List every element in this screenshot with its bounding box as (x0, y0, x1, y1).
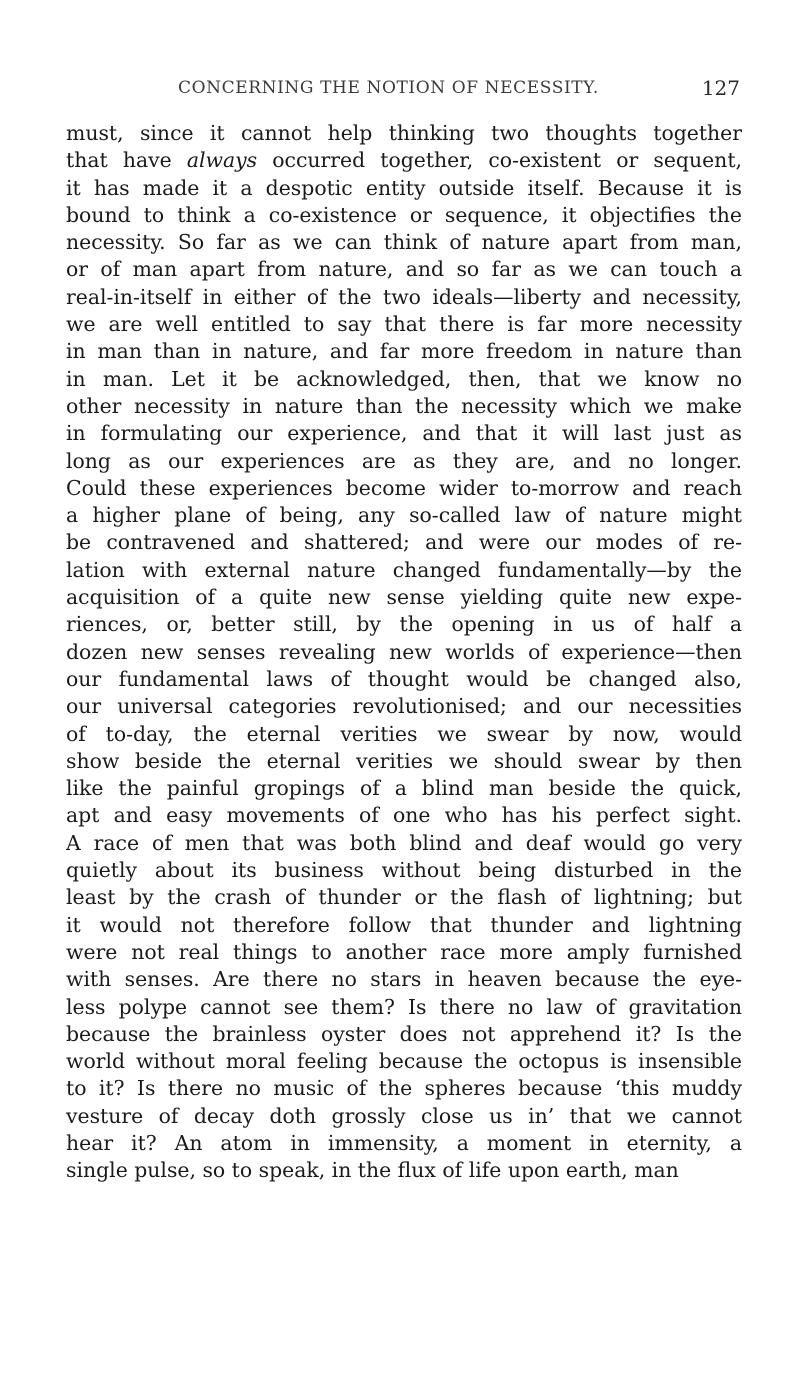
text-line: dozen new senses revealing new worlds of experience—then (66, 639, 742, 664)
text-line: were not real things to another race more amply furnished (66, 939, 742, 964)
text-line: in man. Let it be acknowledged, then, that we know no (66, 366, 742, 391)
book-page (66, 78, 742, 1185)
text-line: world without moral feeling because the octopus is insensible (66, 1049, 742, 1074)
text-line: in man than in nature, and far more freedom in nature than (66, 339, 742, 364)
text-line: bound to think a co-existence or sequence, it objectifies the (66, 202, 742, 227)
text-line: of to-day, the eternal verities we swear by now, would (66, 721, 742, 746)
text-line: we are well entitled to say that there is far more necessity (66, 312, 742, 337)
text-line: quietly about its business without being disturbed in the (66, 858, 742, 883)
text-line: it would not therefore follow that thunder and lightning (66, 912, 742, 937)
text-line: less polype cannot see them? Is there no law of gravitation (66, 994, 742, 1019)
text-line: to it? Is there no music of the spheres because ‘this muddy (66, 1076, 742, 1101)
text-line: A race of men that was both blind and deaf would go very (66, 830, 742, 855)
text-line: it has made it a despotic entity outside itself. Because it is (66, 175, 742, 200)
text-line: be contravened and shattered; and were our modes of re- (66, 530, 742, 555)
text-line: acquisition of a quite new sense yielding quite new expe- (66, 585, 742, 610)
emphasized-word: always (186, 148, 258, 173)
running-title: CONCERNING THE NOTION OF NECESSITY. (178, 78, 599, 98)
text-line: riences, or, better still, by the opening in us of half a (66, 612, 742, 637)
text-line: a higher plane of being, any so-called law of nature might (66, 503, 742, 528)
text-line: necessity. So far as we can think of nature apart from man, (66, 230, 742, 255)
text-line: or of man apart from nature, and so far as we can touch a (66, 257, 742, 282)
text-line: like the painful gropings of a blind man beside the quick, (66, 776, 742, 801)
text-line: show beside the eternal verities we should swear by then (66, 748, 742, 773)
text-line: least by the crash of thunder or the flash of lightning; but (66, 885, 742, 910)
text-line: our fundamental laws of thought would be changed also, (66, 666, 742, 691)
text-line: because the brainless oyster does not apprehend it? Is the (66, 1021, 742, 1046)
text-line: must, since it cannot help thinking two thoughts together (66, 121, 742, 145)
text-line: single pulse, so to speak, in the flux of life upon earth, man (66, 1158, 679, 1183)
text-line: other necessity in nature than the necessity which we make (66, 393, 742, 418)
running-head (66, 78, 742, 106)
text-line: in formulating our experience, and that it will last just as (66, 421, 742, 446)
text-segment: that have (66, 148, 187, 173)
text-line: our universal categories revolutionised; and our necessities (66, 694, 742, 719)
text-segment: occurred together, co-existent or sequent, (257, 148, 742, 173)
text-line: vesture of decay doth grossly close us in’ that we cannot (66, 1103, 742, 1128)
page-number: 127 (701, 76, 740, 100)
body-text (66, 120, 742, 1185)
text-line: real-in-itself in either of the two ideals—liberty and necessity, (66, 284, 742, 309)
text-line: Could these experiences become wider to-morrow and reach (66, 475, 742, 500)
text-line: with senses. Are there no stars in heaven because the eye- (66, 967, 742, 992)
text-line: lation with external nature changed fundamentally—by the (66, 557, 742, 582)
text-line: long as our experiences are as they are, and no longer. (66, 448, 742, 473)
text-line: hear it? An atom in immensity, a moment in eternity, a (66, 1130, 742, 1155)
text-line: apt and easy movements of one who has his perfect sight. (66, 803, 742, 828)
text-line (66, 147, 742, 174)
